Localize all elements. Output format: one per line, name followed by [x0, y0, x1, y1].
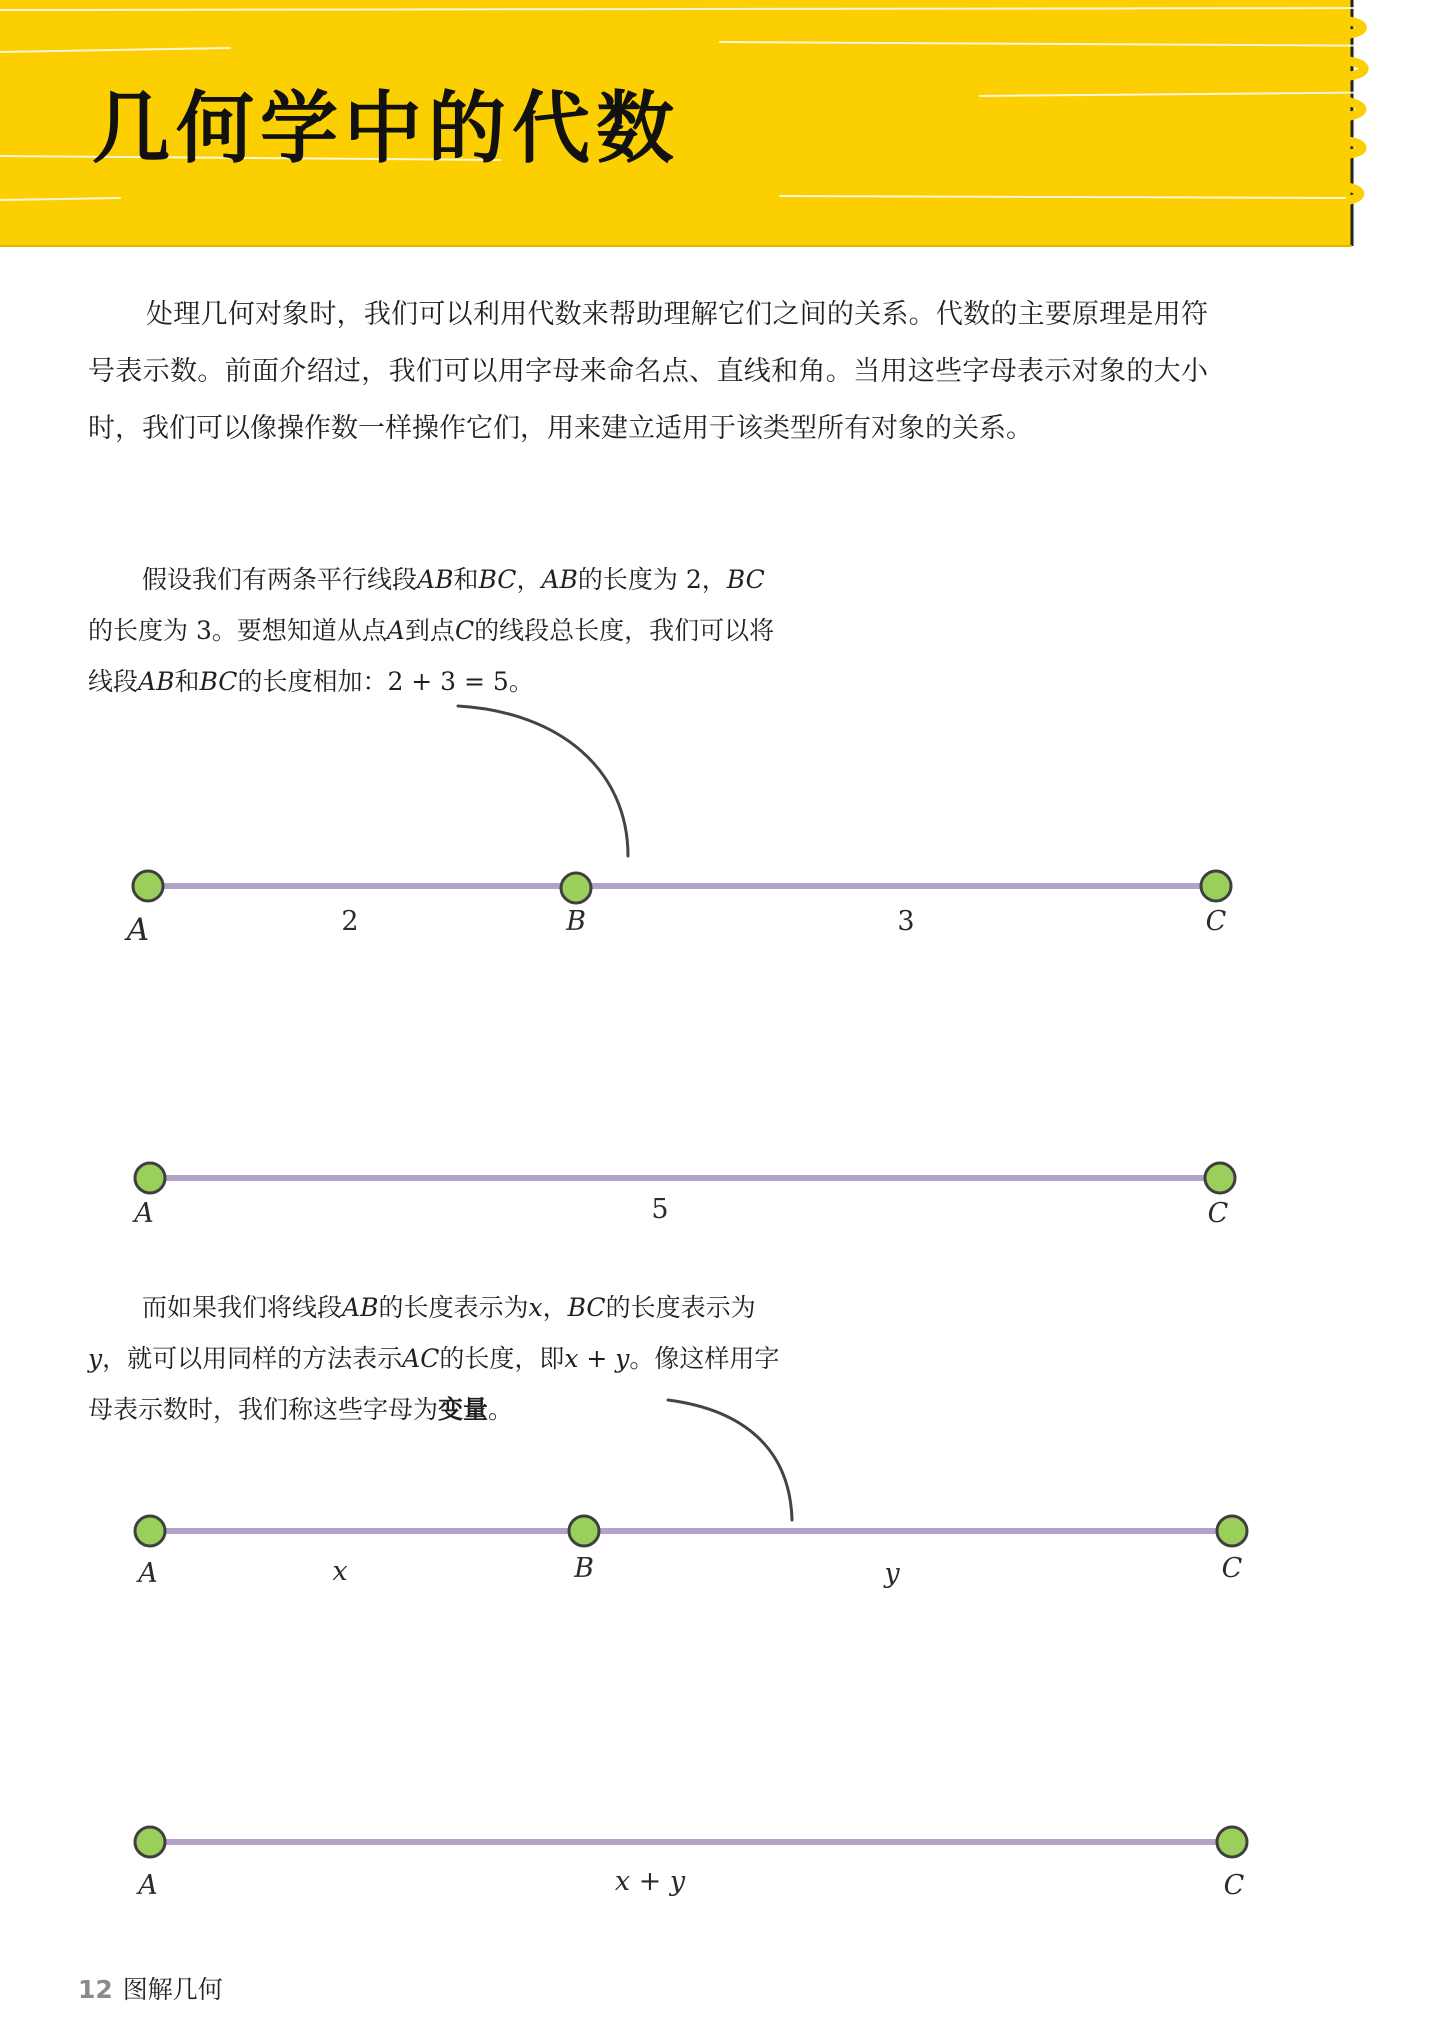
page-title: 几何学中的代数 [92, 84, 681, 174]
para1-segment-bc-2: BC [726, 565, 765, 594]
label-a: A [134, 1198, 154, 1229]
para2-segment-ab: AB [342, 1293, 379, 1322]
point-b [561, 873, 591, 903]
point-a [135, 1516, 165, 1546]
para2-expression-x-plus-y: x + y [564, 1344, 630, 1373]
para1-text-4: 的长度为 2， [577, 565, 727, 594]
point-c [1201, 871, 1231, 901]
para2-text-6: 的长度，即 [439, 1344, 565, 1373]
label-a: A [138, 1870, 158, 1901]
diagram-1 [124, 871, 1231, 948]
para2-term-variable: 变量 [438, 1395, 489, 1424]
para1-segment-bc-3: BC [199, 667, 238, 696]
para1-text-2: 和 [453, 565, 479, 594]
para1-point-a: A [386, 616, 405, 645]
pointer-curve-2 [668, 1400, 792, 1520]
para1-segment-bc: BC [478, 565, 517, 594]
para1-text-7: 的线段总长度，我们可以将线段 [88, 616, 775, 696]
intro-paragraph: 处理几何对象时，我们可以利用代数来帮助理解它们之间的关系。代数的主要原理是用符号表示数。前面介绍过，我们可以用字母来命名点、直线和角。当用这些字母表示对象的大小时，我们可以像操作数一样操作它们，用来建立适用于该类型所有对象的关系。 [88, 299, 1208, 444]
para2-text-5: ，就可以用同样的方法表示 [102, 1344, 403, 1373]
book-title: 图解几何 [122, 1975, 223, 2004]
page-footer [78, 1970, 223, 2006]
para1-text-5: 的长度为 3。要想知道从点 [88, 616, 387, 645]
label-c: C [1205, 906, 1227, 937]
para2-variable-y: y [88, 1344, 103, 1373]
para1-point-c: C [454, 616, 475, 645]
label-b: B [566, 906, 586, 937]
para1-segment-ab: AB [417, 565, 454, 594]
diagram-4 [135, 1827, 1247, 1901]
para1-segment-ab-3: AB [138, 667, 175, 696]
length-bc: 3 [897, 906, 915, 937]
point-a [135, 1827, 165, 1857]
para2-text-4: 的长度表示为 [605, 1293, 756, 1322]
label-c: C [1221, 1553, 1243, 1584]
para2-variable-x: x [528, 1293, 543, 1322]
para1-segment-ab-2: AB [541, 565, 578, 594]
para1-text-6: 到点 [404, 616, 455, 645]
label-b: B [574, 1553, 594, 1584]
para2-text-1: 而如果我们将线段 [142, 1293, 343, 1322]
point-a [133, 871, 163, 901]
page-number: 12 [78, 1975, 113, 2004]
para2-text-8: 。 [488, 1395, 514, 1424]
label-a: A [126, 912, 150, 948]
length-bc: y [884, 1558, 900, 1589]
pointer-curve-1 [458, 706, 628, 856]
para1-text-9: 的长度相加：2 + 3 = 5。 [237, 667, 534, 696]
length-ab: 2 [341, 906, 359, 937]
label-a: A [138, 1558, 158, 1589]
point-c [1205, 1163, 1235, 1193]
para1-text-1: 假设我们有两条平行线段 [142, 565, 418, 594]
para1-text-8: 和 [174, 667, 200, 696]
para2-text-7: 。像这样用字母表示数时，我们称这些字母为 [88, 1344, 780, 1424]
para2-segment-ac: AC [402, 1344, 440, 1373]
point-b [569, 1516, 599, 1546]
length-ac: x + y [614, 1866, 686, 1897]
point-c [1217, 1516, 1247, 1546]
point-c [1217, 1827, 1247, 1857]
label-c: C [1223, 1870, 1245, 1901]
diagram-3 [135, 1516, 1247, 1589]
para2-segment-bc: BC [567, 1293, 606, 1322]
point-a [135, 1163, 165, 1193]
para2-text-3: ， [542, 1293, 568, 1322]
length-ab: x [332, 1556, 348, 1587]
length-ac: 5 [651, 1194, 669, 1225]
para1-text-3: ， [516, 565, 542, 594]
label-c: C [1207, 1198, 1229, 1229]
diagram-2 [131, 1163, 1235, 1229]
para2-text-2: 的长度表示为 [378, 1293, 529, 1322]
